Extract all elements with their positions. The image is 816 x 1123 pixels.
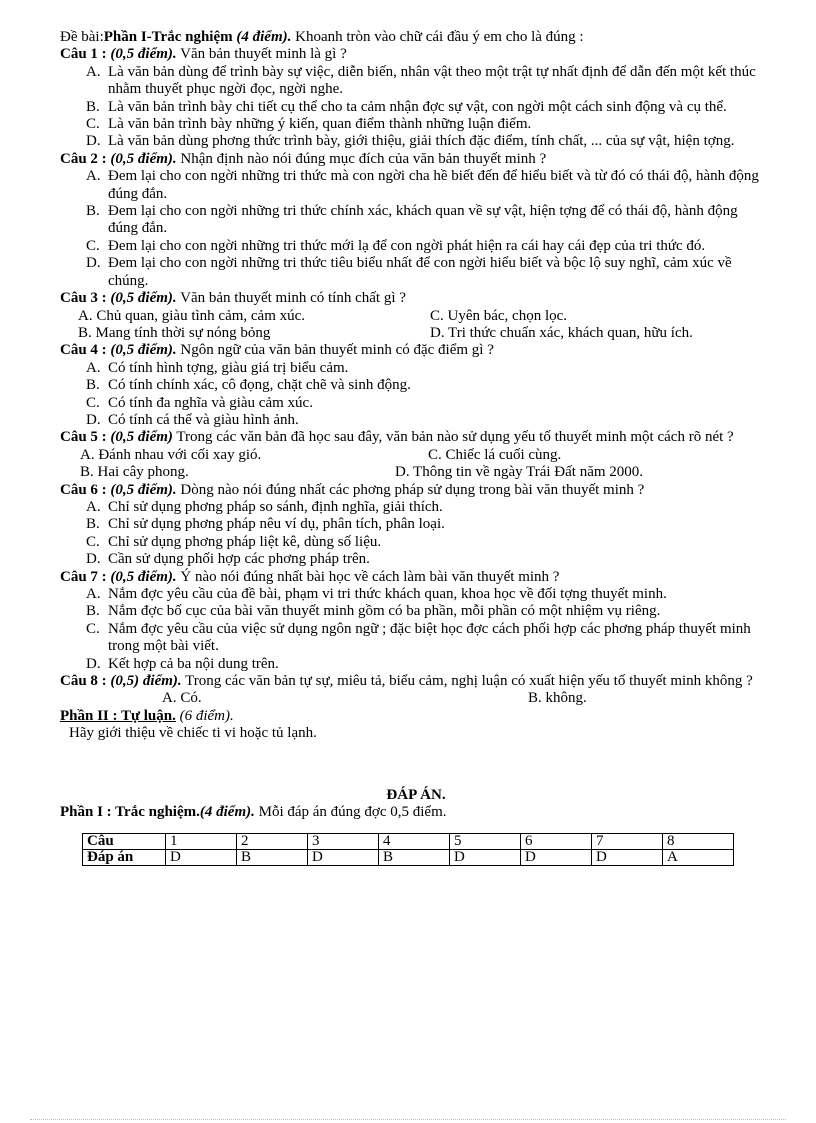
option-a[interactable]: A. Chỉ sử dụng phơng pháp so sánh, định nghĩa, giải thích.: [86, 498, 443, 515]
answer-key: D: [308, 850, 379, 866]
part2-points: (6 điểm).: [175, 707, 234, 724]
question-5: [60, 429, 772, 481]
question-number: 1: [166, 834, 237, 850]
question-label: Câu 7 :: [60, 568, 107, 585]
question-1: [60, 46, 772, 150]
question-label: Câu 3 :: [60, 290, 107, 307]
question-number: 7: [592, 834, 663, 850]
answer-key: B: [379, 850, 450, 866]
question-points: (0,5 điểm).: [106, 150, 177, 167]
answer-key: D: [592, 850, 663, 866]
row-label: Câu: [83, 834, 166, 850]
intro-prefix: Đề bài:: [60, 29, 104, 45]
question-text: Nhận định nào nói đúng mục đích của văn bản thuyết minh ?: [176, 150, 547, 167]
question-text: Trong các văn bản tự sự, miêu tả, biểu cảm, nghị luận có xuất hiện yếu tố thuyết minh không ?: [181, 673, 753, 690]
option-b[interactable]: B. Nắm đợc bố cục của bài văn thuyết minh gồm có ba phần, mỗi phần có một nhiệm vụ riêng.: [86, 603, 661, 620]
table-row: [83, 834, 734, 850]
question-label: Câu 4 :: [60, 342, 107, 359]
option-c[interactable]: C. Là văn bản trình bày những ý kiến, quan điểm thành những luận điểm.: [86, 116, 532, 133]
part1-title: Phần I-Trắc nghiệm: [103, 29, 233, 45]
answer-table: [82, 833, 734, 866]
option-b[interactable]: B. Đem lại cho con ngời những tri thức chính xác, khách quan về sự vật, hiện tợng để có thái độ, hành động đúng đắn.: [86, 203, 738, 237]
question-number: 6: [521, 834, 592, 850]
part2-title: Phần II : Tự luận.: [60, 707, 176, 724]
option-c[interactable]: C. Chiếc lá cuối cùng.: [428, 446, 562, 463]
option-a[interactable]: A. Nắm đợc yêu cầu của đề bài, phạm vi tri thức khách quan, khoa học về đối tợng thuyết minh.: [86, 586, 667, 602]
question-points: (0,5 điểm).: [106, 46, 177, 63]
option-a[interactable]: A. Đánh nhau với cối xay gió.: [80, 446, 262, 463]
option-a[interactable]: A. Chủ quan, giàu tình cảm, cảm xúc.: [78, 307, 306, 324]
option-c[interactable]: C. Có tính đa nghĩa và giàu cảm xúc.: [86, 394, 313, 411]
option-d[interactable]: D. Cần sử dụng phối hợp các phơng pháp trên.: [86, 551, 370, 568]
table-row: [83, 850, 734, 866]
question-label: Câu 5 :: [60, 429, 107, 446]
question-text: Trong các văn bản đã học sau đây, văn bản nào sử dụng yếu tố thuyết minh một cách rõ nét ?: [172, 429, 734, 446]
exam-document: [60, 29, 772, 866]
answer-key: D: [450, 850, 521, 866]
part2-prompt: Hãy giới thiệu về chiếc ti vi hoặc tủ lạnh.: [69, 725, 317, 742]
page-bottom-divider: [30, 1119, 786, 1120]
row-label: Đáp án: [83, 850, 166, 866]
question-6: [60, 482, 772, 569]
answer-key: D: [166, 850, 237, 866]
question-label: Câu 8 :: [60, 673, 107, 690]
answer-key: A: [663, 850, 734, 866]
exam-intro: [60, 29, 772, 46]
question-number: 5: [450, 834, 521, 850]
option-c[interactable]: C. Nắm đợc yêu cầu của việc sử dụng ngôn ngữ ; đặc biệt học đợc cách phối hợp các phơng pháp thuyết minh trong một bài viết.: [86, 620, 751, 655]
part2-heading: [60, 708, 772, 725]
part1-points: (4 điểm).: [232, 29, 292, 45]
answer-key-heading: [60, 804, 772, 821]
question-number: 8: [663, 834, 734, 850]
intro-instruction: Khoanh tròn vào chữ cái đầu ý em cho là đúng :: [291, 29, 584, 45]
answer-part-title: Phần I : Trắc nghiệm.: [60, 804, 200, 821]
option-d[interactable]: D. Thông tin về ngày Trái Đất năm 2000.: [395, 464, 644, 481]
answer-note: Mỗi đáp án đúng đợc 0,5 điểm.: [254, 804, 447, 821]
question-8: [60, 673, 772, 708]
option-d[interactable]: D. Là văn bản dùng phơng thức trình bày, giới thiệu, giải thích đặc điểm, tính chất, ... của sự vật, hiện tợng.: [86, 133, 735, 150]
question-points: (0,5) điểm).: [106, 673, 182, 690]
option-a[interactable]: A. Có tính hình tợng, giàu giá trị biểu cảm.: [86, 359, 349, 376]
option-d[interactable]: D. Đem lại cho con ngời những tri thức tiêu biểu nhất để con ngời hiểu biết và bộc lộ suy nghĩ, cảm xúc về chúng.: [86, 255, 732, 289]
option-c[interactable]: C. Đem lại cho con ngời những tri thức mới lạ để con ngời phát hiện ra cái hay cái đẹp của tri thức đó.: [86, 237, 706, 254]
option-b[interactable]: B. Là văn bản trình bày chi tiết cụ thể cho ta cảm nhận đợc sự vật, con ngời một cách sinh động và cụ thể.: [86, 98, 727, 115]
question-points: (0,5 điểm).: [106, 342, 177, 359]
question-7: [60, 569, 772, 673]
question-number: 3: [308, 834, 379, 850]
answer-key-title: ĐÁP ÁN.: [386, 786, 446, 803]
option-b[interactable]: B. Hai cây phong.: [80, 464, 189, 481]
question-points: (0,5 điểm): [106, 429, 173, 446]
question-number: 2: [237, 834, 308, 850]
question-text: Ngôn ngữ của văn bản thuyết minh có đặc điểm gì ?: [176, 342, 494, 359]
option-b[interactable]: B. Mang tính thời sự nóng bỏng: [78, 324, 271, 341]
question-text: Dòng nào nói đúng nhất các phơng pháp sử dụng trong bài văn thuyết minh ?: [176, 481, 645, 498]
option-a[interactable]: A. Đem lại cho con ngời những tri thức mà con ngời cha hề biết đến để hiểu biết và từ đó có thái độ, hành động đúng đắn.: [86, 168, 759, 202]
option-d[interactable]: D. Kết hợp cả ba nội dung trên.: [86, 655, 279, 672]
question-points: (0,5 điểm).: [106, 481, 177, 498]
question-text: Văn bản thuyết minh có tính chất gì ?: [176, 290, 406, 307]
question-points: (0,5 điểm).: [106, 568, 177, 585]
answer-key: D: [521, 850, 592, 866]
question-4: [60, 342, 772, 429]
answer-key: B: [237, 850, 308, 866]
question-label: Câu 6 :: [60, 481, 107, 498]
question-label: Câu 2 :: [60, 150, 107, 167]
option-d[interactable]: D. Tri thức chuẩn xác, khách quan, hữu ích.: [430, 324, 693, 341]
option-a[interactable]: A. Là văn bản dùng để trình bày sự việc, diễn biến, nhân vật theo một trật tự nhất định để dẫn đến một kết thúc nhằm thuyết phục ngời đọc, ngời nghe.: [86, 63, 756, 98]
option-d[interactable]: D. Có tính cá thể và giàu hình ảnh.: [86, 411, 299, 428]
question-number: 4: [379, 834, 450, 850]
option-b[interactable]: B. Chỉ sử dụng phơng pháp nêu ví dụ, phân tích, phân loại.: [86, 516, 445, 533]
answer-part-points: (4 điểm).: [199, 804, 255, 821]
option-b[interactable]: B. không.: [528, 690, 587, 707]
option-c[interactable]: C. Uyên bác, chọn lọc.: [430, 307, 568, 324]
question-text: Ý nào nói đúng nhất bài học về cách làm bài văn thuyết minh ?: [176, 568, 560, 585]
option-b[interactable]: B. Có tính chính xác, cô đọng, chặt chẽ và sinh động.: [86, 377, 411, 394]
question-label: Câu 1 :: [60, 46, 107, 63]
question-2: [60, 151, 772, 290]
question-points: (0,5 điểm).: [106, 290, 177, 307]
question-text: Văn bản thuyết minh là gì ?: [176, 46, 347, 63]
option-c[interactable]: C. Chỉ sử dụng phơng pháp liệt kê, dùng số liệu.: [86, 533, 382, 550]
option-a[interactable]: A. Có.: [162, 690, 202, 707]
question-3: [60, 290, 772, 342]
